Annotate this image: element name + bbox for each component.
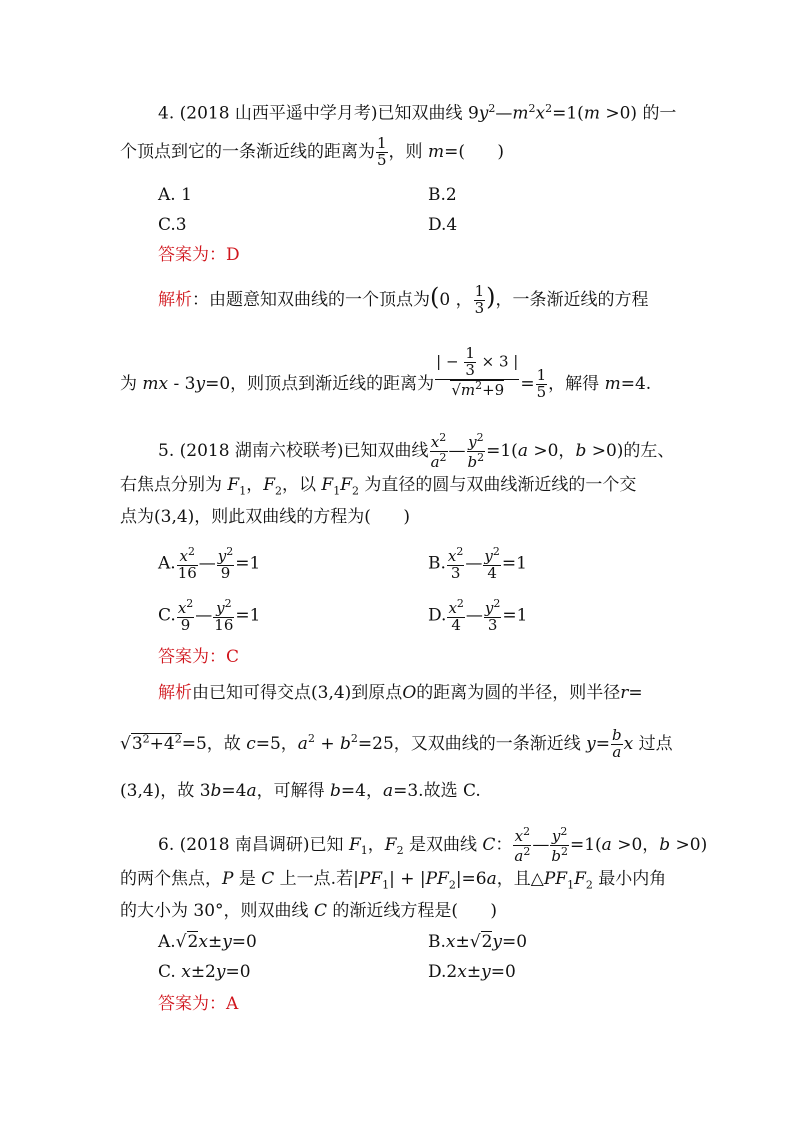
q4-stem-line2: 个顶点到它的一条渐近线的距离为 $\frac{1}{5}$ ，则 m=( ): [120, 134, 505, 169]
q5-option-d: D. $\frac{x^2}{4}$ — $\frac{y^2}{3}$ =1: [428, 597, 528, 634]
q5-stem-line1: 5. (2018 湖南六校联考)已知双曲线 $\frac{x^2}{a^2}$ — $\frac{y^2}{b^2}$ =1(a >0，b >0)的左、: [158, 431, 675, 471]
q4-analysis-line2: 为 mx - 3y=0，则顶点到渐近线的距离为 | − $\frac{1}{3}$ × 3 | $√m^2+9$ = $\frac{1}{5}$ ，解得 m=4.: [120, 344, 652, 401]
q6-option-d: D.2x±y=0: [428, 962, 516, 982]
q5-answer: 答案为：C: [158, 647, 240, 667]
q4-option-c: C.3: [158, 215, 187, 235]
q6-stem-line1: 6. (2018 南昌调研)已知 $F_1$，$F_2$ 是双曲线 C： $\frac{x^2}{a^2}$ — $\frac{y^2}{b^2}$ =1(a >0，b >0): [158, 825, 708, 865]
q4-answer: 答案为：D: [158, 245, 240, 265]
q6-stem-line3: 的大小为 30°，则双曲线 C 的渐近线方程是( ): [120, 901, 498, 921]
q4-stem-line1: 4. (2018 山西平遥中学月考)已知双曲线 $9y^2—m^2x^2=1(m >0)$ 的一: [158, 102, 677, 124]
q5-analysis-line1: 解析由已知可得交点(3,4)到原点O的距离为圆的半径，则半径r=: [158, 683, 643, 703]
q4-option-d: D.4: [428, 215, 458, 235]
q6-answer: 答案为：A: [158, 994, 239, 1014]
q5-stem-line3: 点为(3,4)，则此双曲线的方程为( ): [120, 507, 410, 527]
q4-analysis-line1: 解析：由题意知双曲线的一个顶点为(0 ， $\frac{1}{3}$ )，一条渐近线的方程: [158, 282, 649, 317]
q6-option-c: C. x±2y=0: [158, 962, 251, 982]
q5-analysis-line3: (3,4)，故 3b=4a，可解得 b=4，a=3.故选 C.: [120, 781, 481, 801]
q4-option-a: A. 1: [158, 185, 192, 205]
q5-stem-line2: 右焦点分别为 $F_1$，$F_2$，以 $F_1F_2$ 为直径的圆与双曲线渐近线的一个交: [120, 475, 637, 498]
q5-option-a: A. $\frac{x^2}{16}$ — $\frac{y^2}{9}$ =1: [158, 545, 261, 582]
q4-option-b: B.2: [428, 185, 457, 205]
q6-stem-line2: 的两个焦点，P 是 C 上一点.若$|PF_1| + |PF_2|=6a$，且$\triangle PF_1F_2$ 最小内角: [120, 869, 667, 892]
q5-option-c: C. $\frac{x^2}{9}$ — $\frac{y^2}{16}$ =1: [158, 597, 261, 634]
q5-analysis-line2: $√3^2+4^2=5$，故 c=5，$a^2 + b^2=25$，又双曲线的一条渐近线 y= $\frac{b}{a}$ x 过点: [120, 726, 673, 761]
q5-option-b: B. $\frac{x^2}{3}$ — $\frac{y^2}{4}$ =1: [428, 545, 527, 582]
q6-option-a: A.√2x±y=0: [158, 932, 257, 952]
q6-option-b: B.x±√2y=0: [428, 932, 528, 952]
